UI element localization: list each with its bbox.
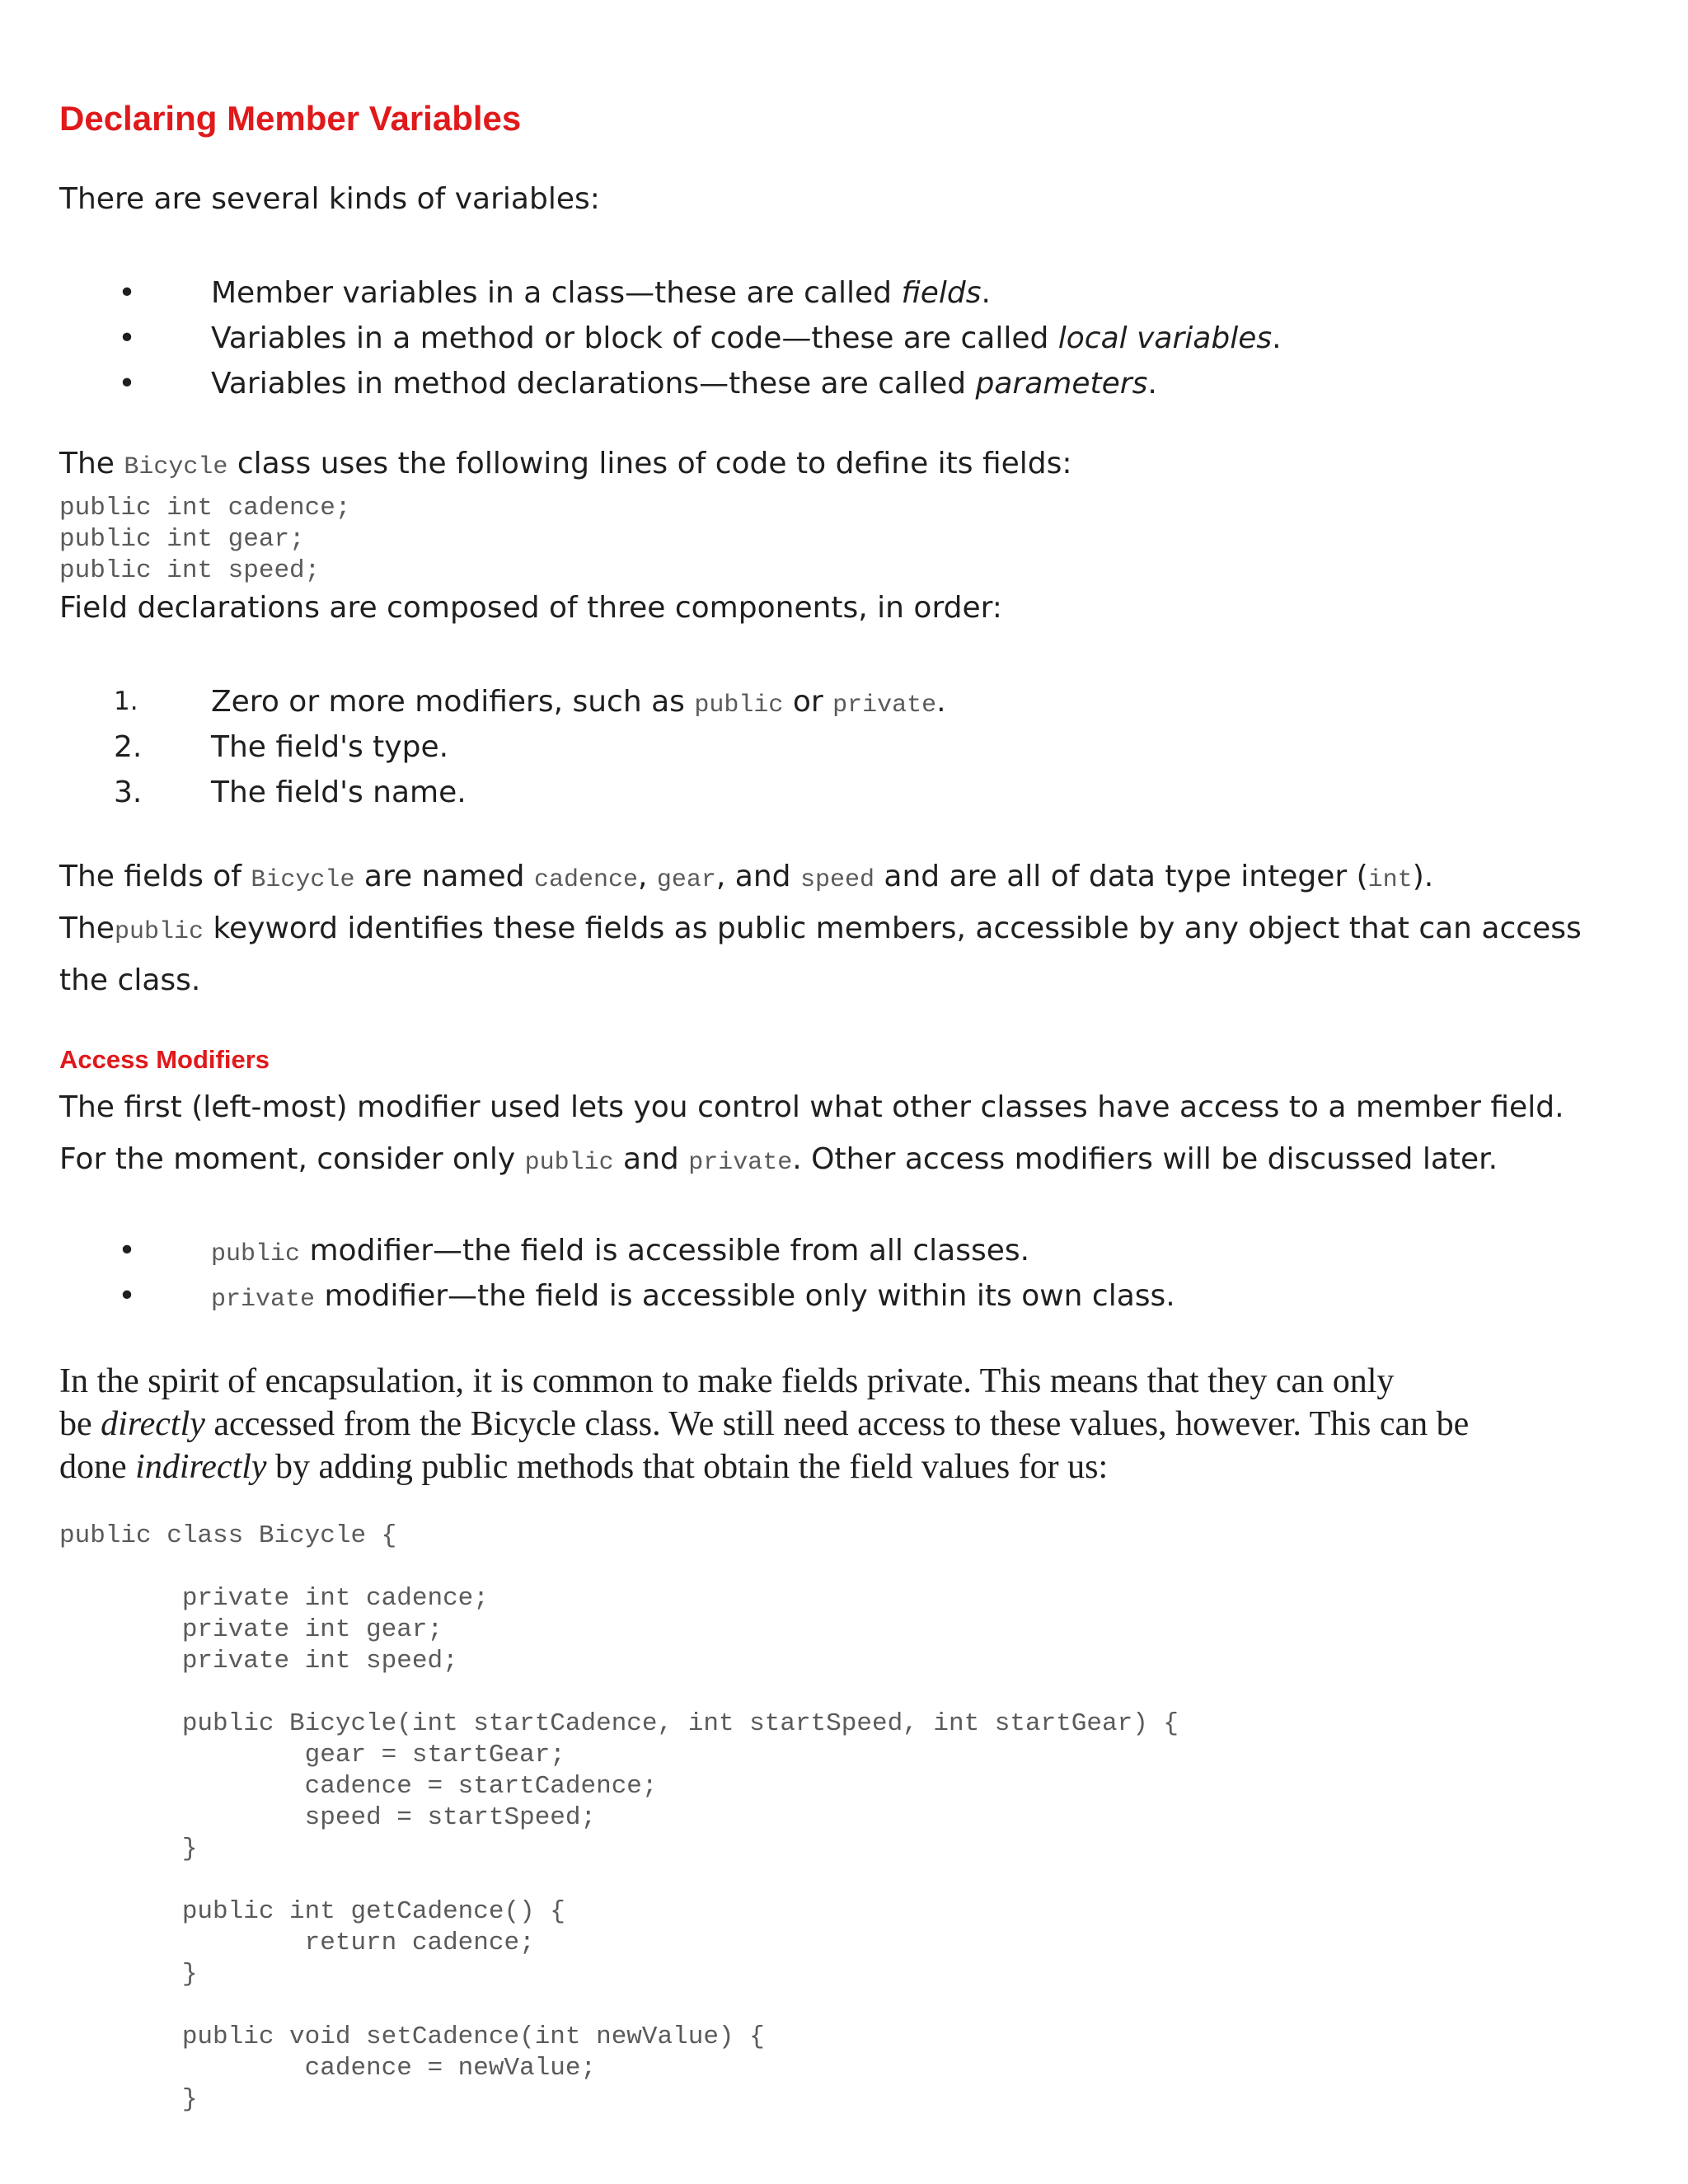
code-line: public int getCadence() { xyxy=(59,1897,565,1926)
list-number: 2. xyxy=(114,730,143,764)
bullet-icon: • xyxy=(118,276,136,310)
intro-paragraph: There are several kinds of variables: xyxy=(59,182,600,216)
code-line: cadence = startCadence; xyxy=(59,1772,658,1801)
code-line: gear = startGear; xyxy=(59,1741,565,1769)
code-line: public int speed; xyxy=(59,556,321,585)
bullet-icon: • xyxy=(118,321,136,355)
code-line: public int cadence; xyxy=(59,494,351,523)
bullet-icon: • xyxy=(118,367,136,401)
bullet-icon: • xyxy=(118,1234,136,1268)
list-number: 3. xyxy=(114,776,143,809)
code-line: } xyxy=(59,1835,198,1863)
page-title: Declaring Member Variables xyxy=(59,99,522,138)
code-line: public void setCadence(int newValue) { xyxy=(59,2022,765,2051)
code-line: public int gear; xyxy=(59,525,305,554)
code-line: } xyxy=(59,2085,198,2114)
bullet-icon: • xyxy=(118,1279,136,1313)
section-heading-access-modifiers: Access Modifiers xyxy=(59,1045,270,1074)
code-line: private int speed; xyxy=(59,1647,458,1675)
code-line: return cadence; xyxy=(59,1929,535,1957)
code-line: private int cadence; xyxy=(59,1584,489,1613)
list-number: 1. xyxy=(114,687,138,716)
code-line: private int gear; xyxy=(59,1615,443,1644)
code-line: } xyxy=(59,1960,198,1989)
code-line: speed = startSpeed; xyxy=(59,1803,597,1832)
bicycle-intro-paragraph: The Bicycle class uses the following lines of code to define its fields: xyxy=(59,447,1072,481)
code-line: cadence = newValue; xyxy=(59,2054,597,2083)
code-line: public Bicycle(int startCadence, int startSpeed, int startGear) { xyxy=(59,1709,1179,1738)
code-line: public class Bicycle { xyxy=(59,1521,397,1550)
components-intro: Field declarations are composed of three components, in order: xyxy=(59,591,1002,625)
